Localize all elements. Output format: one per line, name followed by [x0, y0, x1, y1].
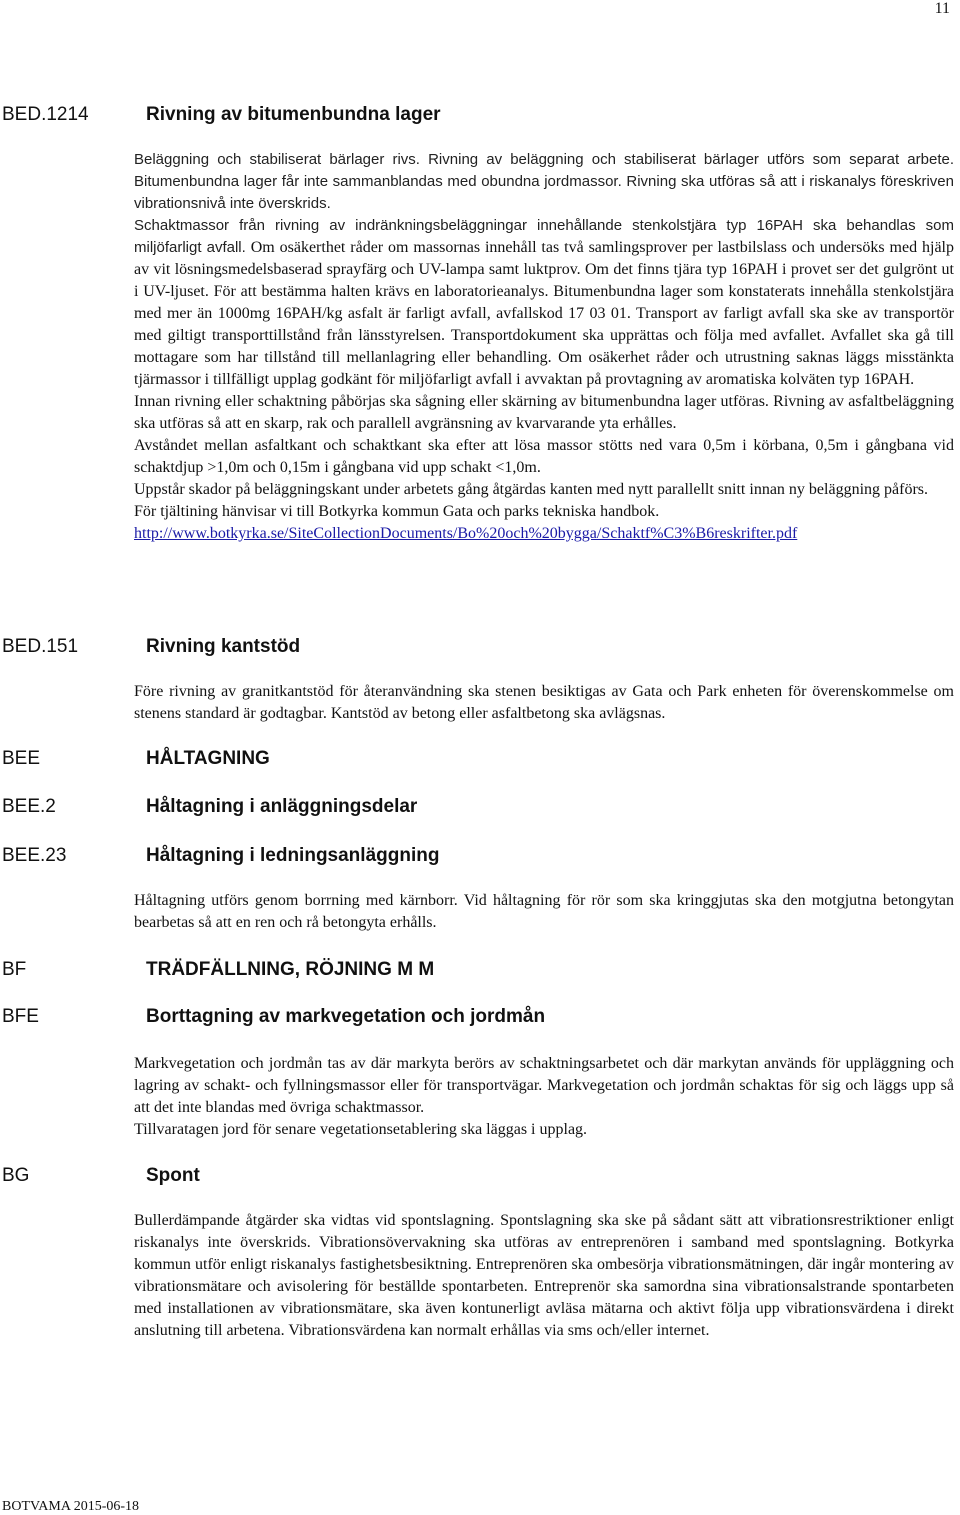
section-code-bg: BG [2, 1165, 30, 1186]
paragraph: Innan rivning eller schaktning påbörjas ska sågning eller skärning av bitumenbundna lager utföras. Rivning av asfaltbeläggning ska utföras så att en skarp, rak och parallell avgränsning av kvarvarande yta erhålles. [134, 393, 954, 432]
section-body-bg [134, 1210, 954, 1342]
paragraph [134, 215, 954, 391]
paragraph: Markvegetation och jordmån tas av där markyta berörs av schaktningsarbetet och där markytan används för uppläggning och lagring av schakt- och fyllningsmassor eller för transportvägar. Markvegetation och jordmån schaktas för sig och läggs upp så att det inte blandas med övriga schaktmassor. [134, 1055, 954, 1116]
section-heading-bfe: Borttagning av markvegetation och jordmån [146, 1006, 546, 1027]
footer-text: BOTVAMA 2015-06-18 [2, 1499, 140, 1514]
paragraph: Beläggning och stabiliserat bärlager rivs. Rivning av beläggning och stabiliserat bärlager utförs som separat arbete. Bitumenbundna lager får inte sammanblandas med obundna jordmassor. Rivning ska utföras så att i riskanalys föreskriven vibrationsnivå inte överskrids. [134, 151, 954, 212]
section-heading-bee: HÅLTAGNING [146, 748, 270, 769]
paragraph-part: Schaktmassor från rivning av indränkningsbeläggningar innehållande stenkolstjära typ 16PAH ska behandlas som miljöfarligt avfall. [134, 217, 954, 256]
section-code-bee23: BEE.23 [2, 845, 67, 866]
section-body-bed151 [134, 681, 954, 725]
section-body-bfe [134, 1053, 954, 1141]
handbook-link[interactable]: http://www.botkyrka.se/SiteCollectionDocuments/Bo%20och%20bygga/Schaktf%C3%B6reskrifter.pdf [134, 525, 798, 542]
paragraph [134, 523, 954, 545]
paragraph: Tillvaratagen jord för senare vegetationsetablering ska läggas i upplag. [134, 1121, 588, 1138]
section-code-bee2: BEE.2 [2, 796, 56, 817]
page-number: 11 [934, 0, 950, 17]
section-heading-bg: Spont [146, 1165, 200, 1186]
section-body-bed1214 [134, 149, 954, 545]
section-code-bf: BF [2, 959, 27, 980]
section-code-bed1214: BED.1214 [2, 104, 89, 125]
section-heading-bed151: Rivning kantstöd [146, 636, 301, 657]
paragraph-part: Om osäkerthet råder om massornas innehåll tas två samlingsprover per lastbilslass och undersöks med hjälp av vit lösningsmedelsbaserad sprayfärg och UV-lampa samt luktprov. Om det finns tjära typ 16PAH i provet ser det gulgrönt ut i UV-ljuset. För att bestämma halten krävs en laboratorieanalys. Bitumenbundna lager som konstaterats innehålla stenkolstjära med mer än 1000mg 16PAH/kg asfalt är farligt avfall, avfallskod 17 03 01. Transport av farligt avfall ska ske av transportör med giltigt transporttillstånd från länsstyrelsen. Transportdokument ska upprättas och följa med avfallet. Avfallet ska gå till mottagare som har tillstånd till mellanlagring eller behandling. Om osäkerhet råder och utrustning saknas läggs misstänkta tjärmassor i tillfälligt upplag godkänt för miljöfarligt avfall i avvaktan på provtagning av aromatiska kolväten typ 16PAH. [134, 239, 954, 388]
paragraph: Bullerdämpande åtgärder ska vidtas vid spontslagning. Spontslagning ska ske på sådant sätt att vibrationsrestriktioner enligt riskanalys inte överskrids. Vibrationsövervakning ska utföras av entreprenören i samband med spontslagning. Botkyrka kommun utför enligt riskanalys fastighetsbesiktning. Entreprenören ska ombesörja vibrationsmätningen, där ingår montering av vibrationsmätare och avisolering för beställde spontarbeten. Entreprenör ska samordna sina vibrationsalstrande spontarbeten med installationen av vibrationsmätare, ska även kontunerligt avläsa mätarna och aktivt följa upp vibrationsvärdena i direkt anslutning till arbetena. Vibrationsvärdena kan normalt erhållas via sms och/eller internet. [134, 1212, 954, 1339]
paragraph: För tjältining hänvisar vi till Botkyrka kommun Gata och parks tekniska handbok. [134, 503, 660, 520]
section-heading-bee23: Håltagning i ledningsanläggning [146, 845, 440, 866]
section-code-bed151: BED.151 [2, 636, 79, 657]
section-code-bfe: BFE [2, 1006, 39, 1027]
section-heading-bee2: Håltagning i anläggningsdelar [146, 796, 418, 817]
paragraph: Avståndet mellan asfaltkant och schaktkant ska efter att lösa massor stötts ned vara 0,5m i körbana, 0,5m i gångbana vid schaktdjup >1,0m och 0,15m i gångbana vid upp schakt <1,0m. [134, 437, 954, 476]
section-code-bee: BEE [2, 748, 41, 769]
section-body-bee23 [134, 890, 954, 934]
section-heading-bed1214: Rivning av bitumenbundna lager [146, 104, 441, 125]
paragraph: Uppstår skador på beläggningskant under arbetets gång åtgärdas kanten med nytt parallellt snitt innan ny beläggning påförs. [134, 481, 928, 498]
paragraph: Håltagning utförs genom borrning med kärnborr. Vid håltagning för rör som ska kringgjutas ska den motgjutna betongytan bearbetas så att en ren och rå betongyta erhålls. [134, 892, 954, 931]
paragraph: Före rivning av granitkantstöd för återanvändning ska stenen besiktigas av Gata och Park enheten för överenskommelse om stenens standard är godtagbar. Kantstöd av betong eller asfaltbetong ska avlägsnas. [134, 683, 954, 722]
section-heading-bf: TRÄDFÄLLNING, RÖJNING M M [146, 959, 435, 980]
